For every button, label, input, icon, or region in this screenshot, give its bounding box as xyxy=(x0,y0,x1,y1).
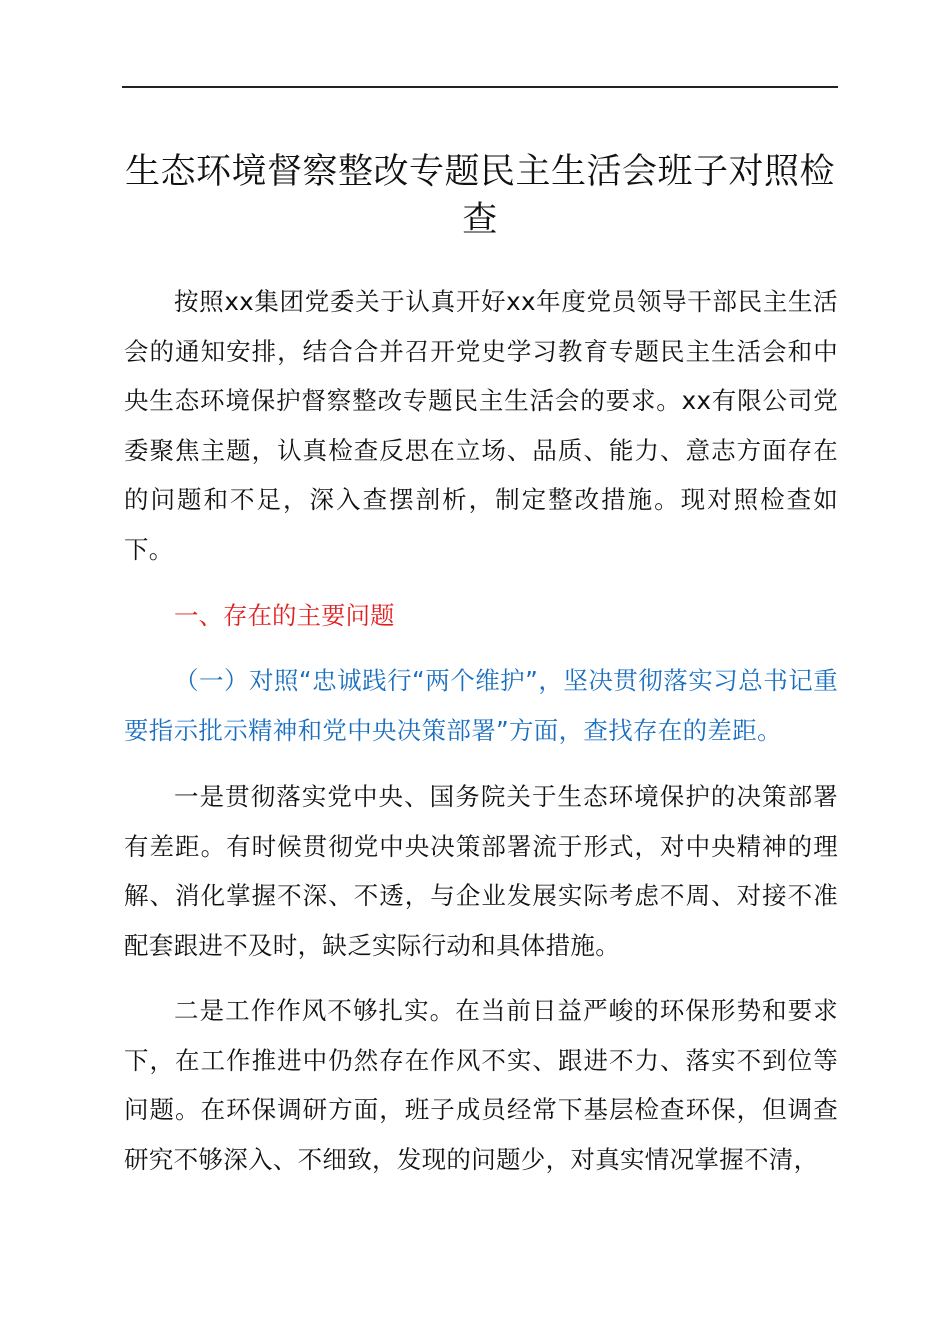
header-rule xyxy=(122,86,838,88)
intro-paragraph: 按照xx集团党委关于认真开好xx年度党员领导干部民主生活会的通知安排，结合合并召开党史学习教育专题民主生活会和中央生态环境保护督察整改专题民主生活会的要求。xx有限公司党委聚焦主题，认真检查反思在立场、品质、能力、意志方面存在的问题和不足，深入查摆剖析，制定整改措施。现对照检查如下。 xyxy=(124,287,838,564)
document-title: 生态环境督察整改专题民主生活会班子对照检查 xyxy=(124,152,835,240)
paragraph-one: 一是贯彻落实党中央、国务院关于生态环境保护的决策部署有差距。有时候贯彻党中央决策部署流于形式，对中央精神的理解、消化掌握不深、不透，与企业发展实际考虑不周、对接不准配套跟进不及时，缺乏实际行动和具体措施。 xyxy=(124,782,838,960)
section-heading: 一、存在的主要问题 xyxy=(174,601,395,630)
subsection-heading: （一）对照“忠诚践行“两个维护”，坚决贯彻落实习总书记重要指示批示精神和党中央决策部署”方面，查找存在的差距。 xyxy=(124,666,838,745)
paragraph-two: 二是工作作风不够扎实。在当前日益严峻的环保形势和要求下，在工作推进中仍然存在作风不实、跟进不力、落实不到位等问题。在环保调研方面，班子成员经常下基层检查环保，但调查研究不够深入、不细致，发现的问题少，对真实情况掌握不清， xyxy=(124,996,838,1174)
